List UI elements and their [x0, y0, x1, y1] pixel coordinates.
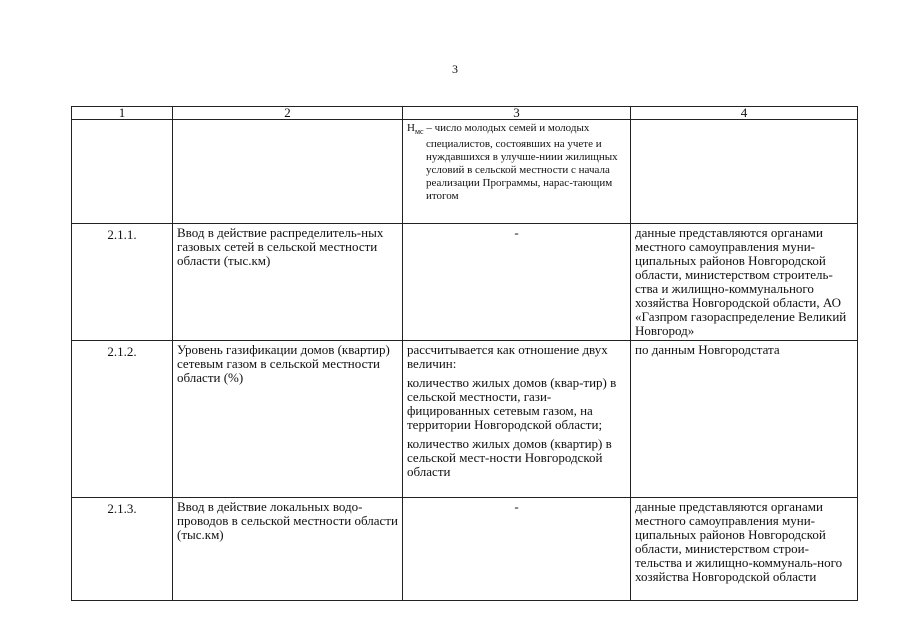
column-header-3: 3: [403, 107, 631, 120]
table-row: [72, 498, 858, 601]
formula-text-rest: специалистов, состоявших на учете и нуждавшихся в улучше-ниии жилищных условий в сельской местности с начала реализации Программы, нарас-тающим итогом: [426, 138, 618, 203]
data-source: данные представляются органами местного самоуправления муни-ципальных районов Новгородской области, министерством строи-тельства и жилищно-коммуналь-ного хозяйства Новгородской области: [631, 498, 858, 601]
column-header-2: 2: [173, 107, 403, 120]
calculation-intro: рассчитывается как отношение двух величин:: [407, 342, 608, 371]
indicator-name: Уровень газификации домов (квартир) сетевым газом в сельской местности области (%): [173, 341, 403, 498]
cell-empty: [631, 120, 858, 224]
table-row: [72, 341, 858, 498]
formula-text-first: – число молодых семей и молодых: [426, 122, 590, 134]
calculation-denominator: количество жилых домов (квартир) в сельской мест-ности Новгородской области: [407, 436, 612, 479]
formula-symbol: Н: [407, 122, 415, 134]
page-number: 3: [452, 62, 458, 76]
row-number: 2.1.3.: [72, 498, 173, 601]
formula-definition: [407, 122, 626, 203]
cell-empty: [173, 120, 403, 224]
table-row: [72, 224, 858, 341]
row-number: 2.1.2.: [72, 341, 173, 498]
calculation-method: -: [403, 224, 631, 341]
table-header-row: [72, 107, 858, 120]
indicator-name: Ввод в действие распределитель-ных газовых сетей в сельской местности области (тыс.км): [173, 224, 403, 341]
data-source: данные представляются органами местного самоуправления муни-ципальных районов Новгородской области, министерством строитель-ства и жилищно-коммунального хозяйства Новгородской области, АО «Газпром газораспределение Великий Новгород»: [631, 224, 858, 341]
column-header-1: 1: [72, 107, 173, 120]
column-header-4: 4: [631, 107, 858, 120]
calculation-method: -: [403, 498, 631, 601]
row-number: 2.1.1.: [72, 224, 173, 341]
calculation-numerator: количество жилых домов (квар-тир) в сельской местности, гази-фицированных сетевым газом, на территории Новгородской области;: [407, 375, 617, 432]
indicator-name: Ввод в действие локальных водо-проводов в сельской местности области (тыс.км): [173, 498, 403, 601]
calculation-method: [403, 341, 631, 498]
formula-definition-cell: [403, 120, 631, 224]
table-row-formula-continuation: [72, 120, 858, 224]
indicators-table: [71, 106, 858, 601]
formula-symbol-subscript: мс: [414, 127, 424, 137]
data-source: по данным Новгородстата: [631, 341, 858, 498]
cell-empty: [72, 120, 173, 224]
